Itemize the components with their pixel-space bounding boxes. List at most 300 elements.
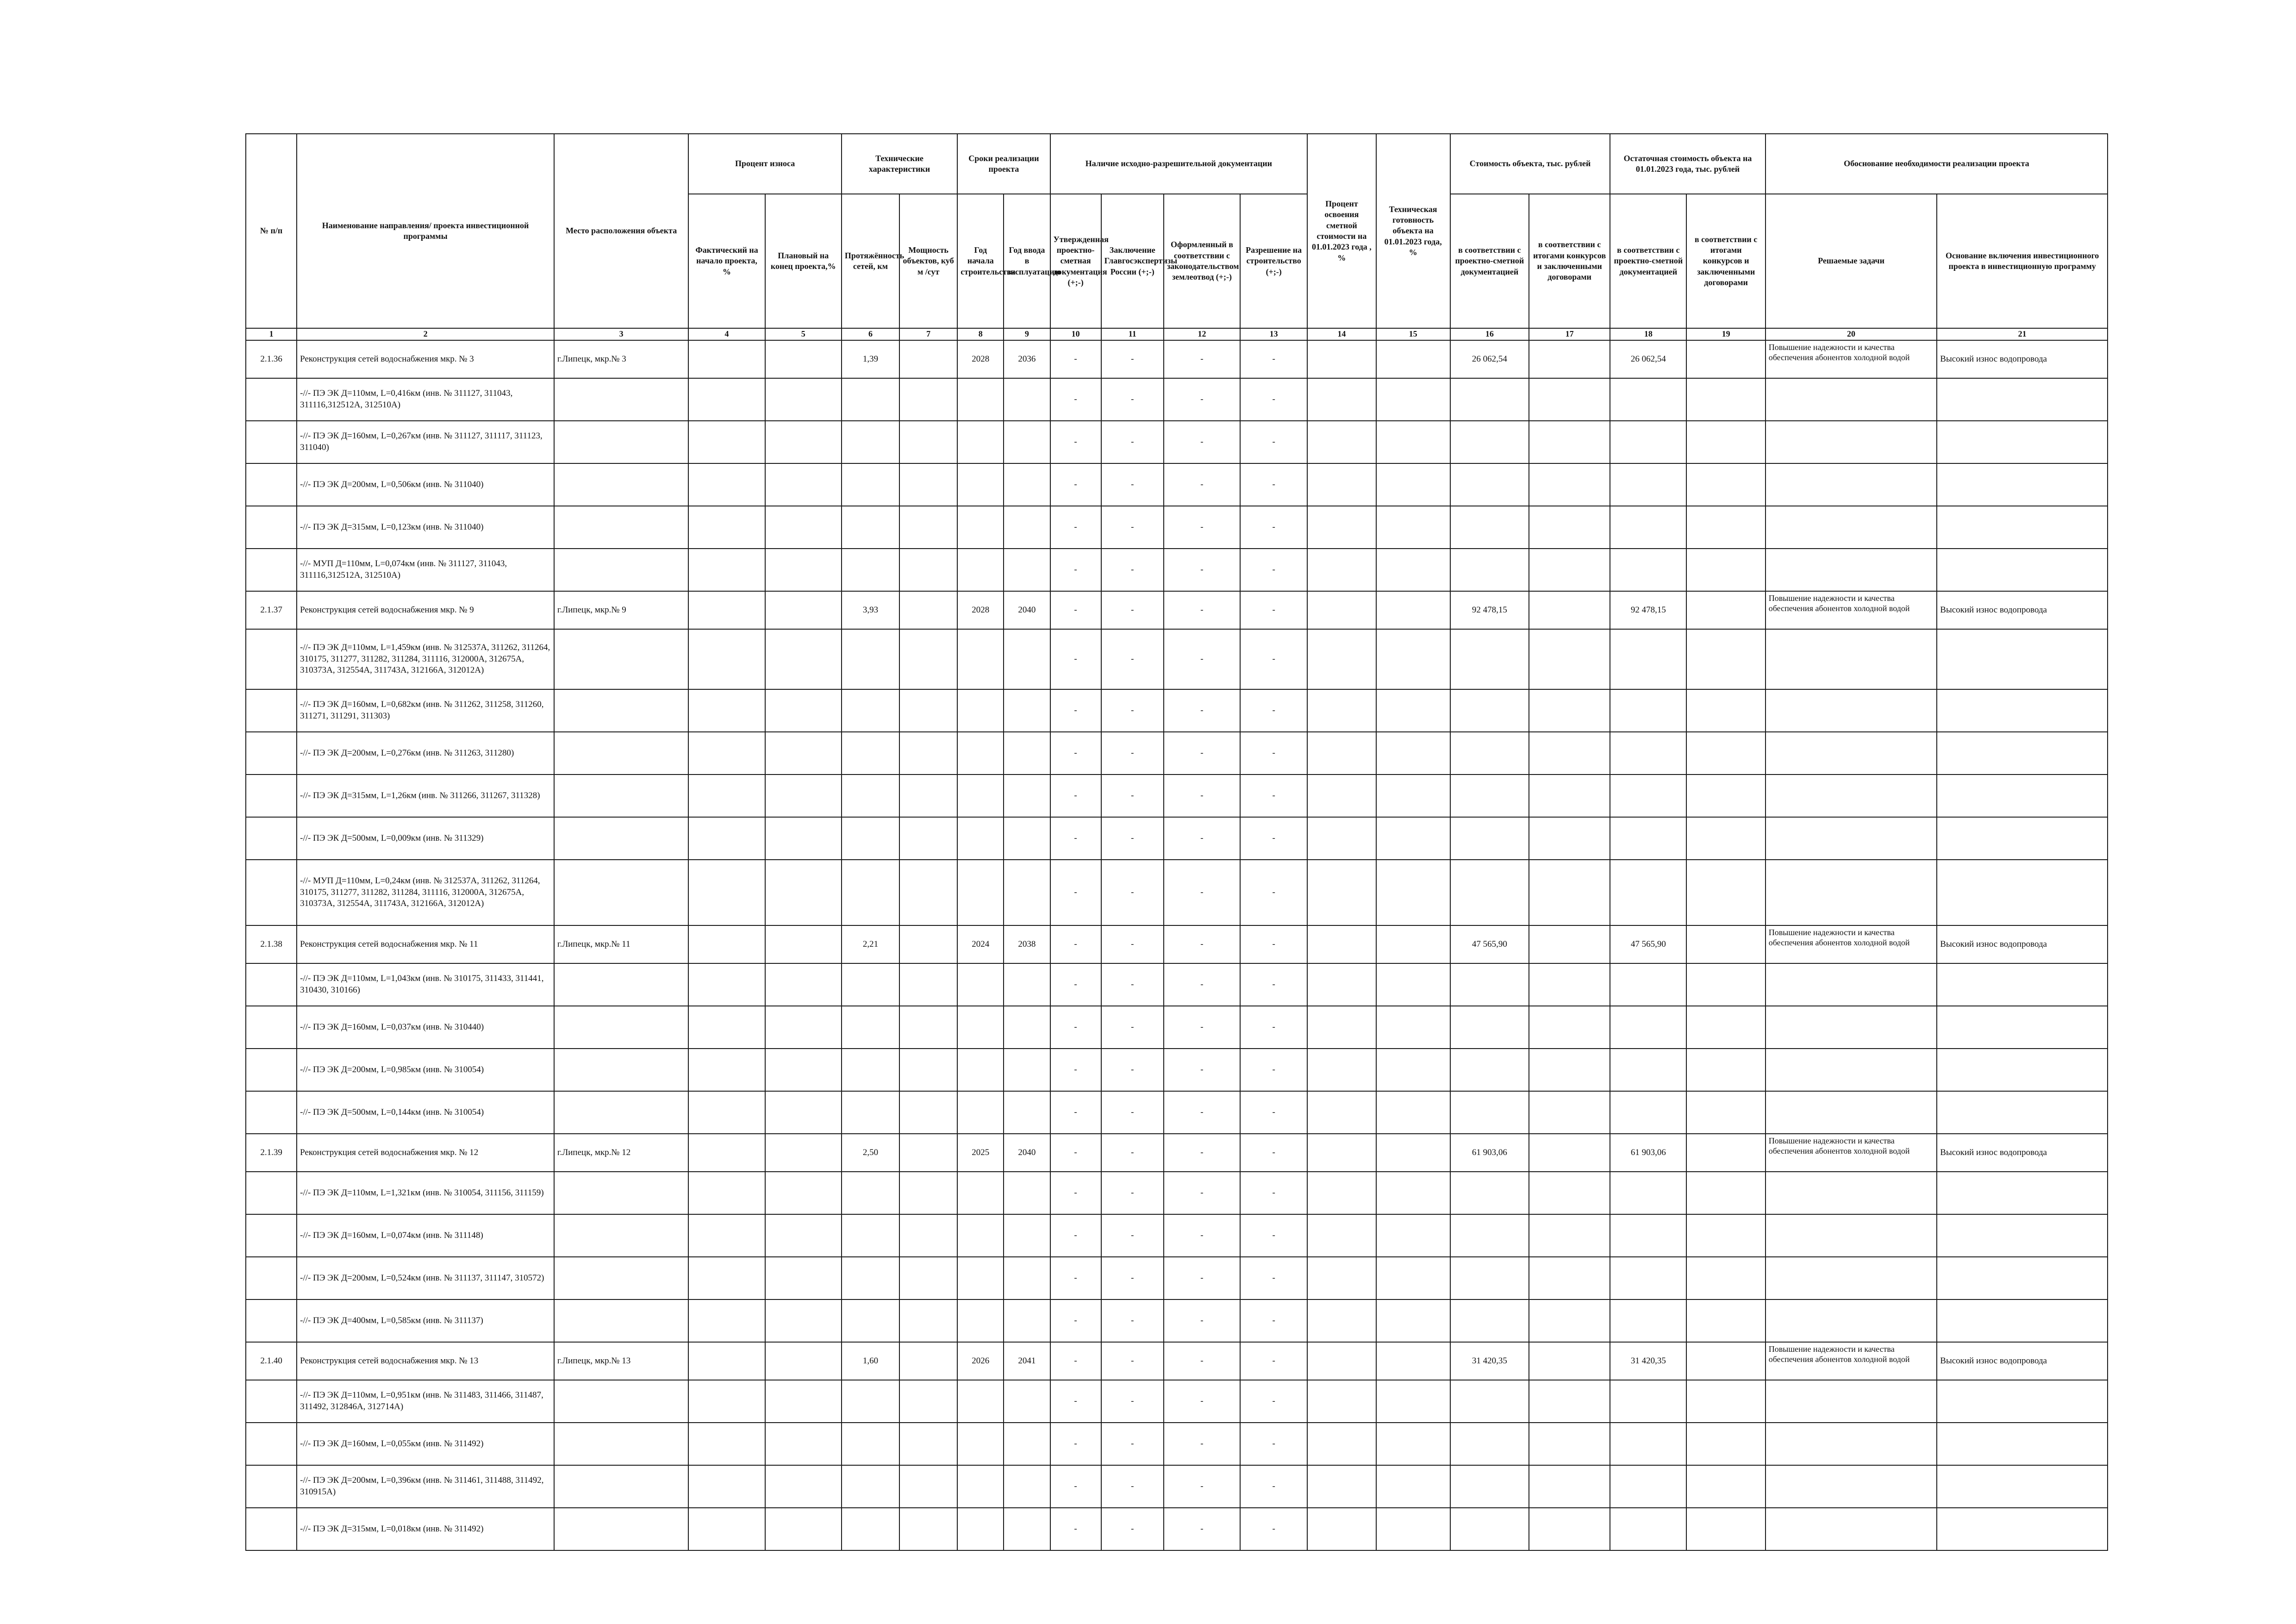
- row-basis: Высокий износ водопровода: [1937, 1134, 2108, 1172]
- row-length: [842, 1380, 899, 1423]
- row-start-year: [957, 732, 1004, 775]
- row-design-docs: -: [1050, 591, 1101, 629]
- row-number: [246, 549, 297, 591]
- row-name: Реконструкция сетей водоснабжения мкр. № 3: [297, 340, 554, 378]
- row-length: [842, 1299, 899, 1342]
- row-residual-contract: [1686, 1380, 1765, 1423]
- row-expertise: -: [1101, 1423, 1164, 1465]
- row-design-docs: -: [1050, 1508, 1101, 1550]
- row-cost-design: [1450, 1049, 1529, 1091]
- row-name: -//- ПЭ ЭК Д=110мм, L=1,459км (инв. № 312537А, 311262, 311264, 310175, 311277, 311282, 311284, 311116, 312000А, 312675А, 310373А, 312554А, 311743А, 312166А, 312012А): [297, 629, 554, 689]
- row-residual-contract: [1686, 925, 1765, 963]
- row-expertise: -: [1101, 463, 1164, 506]
- row-land: -: [1164, 1380, 1240, 1423]
- row-residual-contract: [1686, 1006, 1765, 1049]
- row-budget-share: [1307, 378, 1376, 421]
- project-item-row: [246, 421, 2108, 463]
- row-tech-readiness: [1376, 463, 1450, 506]
- row-expertise: -: [1101, 1134, 1164, 1172]
- row-number: [246, 860, 297, 925]
- row-location: [554, 549, 688, 591]
- row-tasks: [1766, 1465, 1937, 1508]
- project-item-row: [246, 1049, 2108, 1091]
- row-tech-readiness: [1376, 549, 1450, 591]
- row-length: [842, 1049, 899, 1091]
- row-end-year: [1004, 421, 1050, 463]
- row-tasks: [1766, 1172, 1937, 1214]
- row-start-year: 2024: [957, 925, 1004, 963]
- row-wear-start: [688, 1508, 765, 1550]
- row-tech-readiness: [1376, 732, 1450, 775]
- row-residual-contract: [1686, 1091, 1765, 1134]
- row-number: 2.1.38: [246, 925, 297, 963]
- row-design-docs: -: [1050, 1049, 1101, 1091]
- row-capacity: [899, 775, 957, 817]
- row-length: 3,93: [842, 591, 899, 629]
- row-start-year: [957, 1091, 1004, 1134]
- row-wear-end: [765, 925, 842, 963]
- row-expertise: -: [1101, 1214, 1164, 1257]
- project-row: [246, 925, 2108, 963]
- row-basis: [1937, 775, 2108, 817]
- row-basis: [1937, 549, 2108, 591]
- row-residual-contract: [1686, 1134, 1765, 1172]
- row-residual-contract: [1686, 506, 1765, 549]
- row-tasks: [1766, 1508, 1937, 1550]
- project-item-row: [246, 775, 2108, 817]
- row-cost-contract: [1529, 1172, 1610, 1214]
- row-expertise: -: [1101, 1380, 1164, 1423]
- row-basis: [1937, 421, 2108, 463]
- row-end-year: [1004, 1299, 1050, 1342]
- row-cost-design: [1450, 1465, 1529, 1508]
- row-residual-design: 47 565,90: [1610, 925, 1686, 963]
- row-residual-contract: [1686, 463, 1765, 506]
- row-length: [842, 732, 899, 775]
- row-length: [842, 817, 899, 860]
- row-capacity: [899, 1049, 957, 1091]
- row-cost-design: [1450, 1257, 1529, 1299]
- row-name: Реконструкция сетей водоснабжения мкр. № 13: [297, 1342, 554, 1380]
- row-start-year: 2028: [957, 591, 1004, 629]
- row-length: [842, 378, 899, 421]
- row-land: -: [1164, 860, 1240, 925]
- row-wear-start: [688, 591, 765, 629]
- row-budget-share: [1307, 1091, 1376, 1134]
- row-capacity: [899, 1508, 957, 1550]
- header-cost-contract: в соответствии с итогами конкурсов и заключенными договорами: [1529, 194, 1610, 328]
- row-tasks: [1766, 1091, 1937, 1134]
- row-permit: -: [1240, 925, 1307, 963]
- row-permit: -: [1240, 1342, 1307, 1380]
- row-name: -//- ПЭ ЭК Д=315мм, L=0,123км (инв. № 311040): [297, 506, 554, 549]
- row-wear-start: [688, 860, 765, 925]
- row-wear-start: [688, 1257, 765, 1299]
- row-number: 2.1.39: [246, 1134, 297, 1172]
- header-number: № п/п: [246, 134, 297, 328]
- header-tech-readiness: Техническая готовность объекта на 01.01.2023 года, %: [1376, 134, 1450, 328]
- row-expertise: -: [1101, 1342, 1164, 1380]
- header-wear-end: Плановый на конец проекта,%: [765, 194, 842, 328]
- column-number: 11: [1101, 328, 1164, 340]
- column-number-row: [246, 328, 2108, 340]
- row-cost-contract: [1529, 506, 1610, 549]
- row-name: -//- ПЭ ЭК Д=110мм, L=0,416км (инв. № 311127, 311043, 311116,312512А, 312510А): [297, 378, 554, 421]
- row-design-docs: -: [1050, 506, 1101, 549]
- row-number: [246, 689, 297, 732]
- row-wear-start: [688, 1091, 765, 1134]
- investment-table: [245, 133, 2108, 1551]
- row-land: -: [1164, 1508, 1240, 1550]
- row-length: 1,60: [842, 1342, 899, 1380]
- row-expertise: -: [1101, 629, 1164, 689]
- row-permit: -: [1240, 378, 1307, 421]
- row-location: [554, 378, 688, 421]
- row-name: -//- ПЭ ЭК Д=200мм, L=0,985км (инв. № 310054): [297, 1049, 554, 1091]
- row-expertise: -: [1101, 689, 1164, 732]
- row-land: -: [1164, 963, 1240, 1006]
- row-land: -: [1164, 463, 1240, 506]
- row-wear-end: [765, 1380, 842, 1423]
- row-residual-design: [1610, 817, 1686, 860]
- row-wear-start: [688, 629, 765, 689]
- row-capacity: [899, 340, 957, 378]
- column-number: 17: [1529, 328, 1610, 340]
- row-budget-share: [1307, 1342, 1376, 1380]
- row-location: [554, 506, 688, 549]
- row-location: [554, 1380, 688, 1423]
- row-cost-contract: [1529, 340, 1610, 378]
- row-end-year: [1004, 378, 1050, 421]
- row-length: [842, 775, 899, 817]
- row-tech-readiness: [1376, 1172, 1450, 1214]
- row-end-year: [1004, 963, 1050, 1006]
- header-start-year: Год начала строительства: [957, 194, 1004, 328]
- row-cost-contract: [1529, 963, 1610, 1006]
- row-wear-start: [688, 775, 765, 817]
- row-cost-design: [1450, 1214, 1529, 1257]
- row-residual-design: [1610, 1508, 1686, 1550]
- row-cost-contract: [1529, 775, 1610, 817]
- row-cost-contract: [1529, 1091, 1610, 1134]
- project-item-row: [246, 963, 2108, 1006]
- project-item-row: [246, 689, 2108, 732]
- row-wear-start: [688, 463, 765, 506]
- row-land: -: [1164, 1342, 1240, 1380]
- row-end-year: 2040: [1004, 591, 1050, 629]
- project-item-row: [246, 1091, 2108, 1134]
- row-length: [842, 1465, 899, 1508]
- column-number: 10: [1050, 328, 1101, 340]
- row-cost-design: [1450, 1380, 1529, 1423]
- row-cost-design: 47 565,90: [1450, 925, 1529, 963]
- header-residual-contract: в соответствии с итогами конкурсов и заключенными договорами: [1686, 194, 1765, 328]
- row-permit: -: [1240, 1465, 1307, 1508]
- row-tech-readiness: [1376, 689, 1450, 732]
- project-item-row: [246, 1214, 2108, 1257]
- project-item-row: [246, 1257, 2108, 1299]
- row-wear-start: [688, 925, 765, 963]
- row-cost-contract: [1529, 925, 1610, 963]
- row-cost-design: [1450, 549, 1529, 591]
- row-wear-start: [688, 340, 765, 378]
- row-wear-end: [765, 506, 842, 549]
- row-basis: [1937, 689, 2108, 732]
- header-project-name: Наименование направления/ проекта инвестиционной программы: [297, 134, 554, 328]
- row-tasks: Повышение надежности и качества обеспечения абонентов холодной водой: [1766, 1134, 1937, 1172]
- row-tech-readiness: [1376, 1214, 1450, 1257]
- header-budget-share: Процент освоения сметной стоимости на 01.01.2023 года , %: [1307, 134, 1376, 328]
- row-cost-contract: [1529, 1214, 1610, 1257]
- row-name: -//- ПЭ ЭК Д=400мм, L=0,585км (инв. № 311137): [297, 1299, 554, 1342]
- row-start-year: [957, 963, 1004, 1006]
- row-cost-design: [1450, 775, 1529, 817]
- row-residual-contract: [1686, 421, 1765, 463]
- row-number: [246, 732, 297, 775]
- row-design-docs: -: [1050, 1465, 1101, 1508]
- row-wear-end: [765, 1172, 842, 1214]
- row-start-year: [957, 775, 1004, 817]
- row-basis: [1937, 1508, 2108, 1550]
- row-name: -//- ПЭ ЭК Д=110мм, L=1,043км (инв. № 310175, 311433, 311441, 310430, 310166): [297, 963, 554, 1006]
- row-basis: [1937, 506, 2108, 549]
- row-location: г.Липецк, мкр.№ 13: [554, 1342, 688, 1380]
- row-tech-readiness: [1376, 1508, 1450, 1550]
- row-residual-contract: [1686, 963, 1765, 1006]
- row-wear-end: [765, 463, 842, 506]
- row-basis: [1937, 629, 2108, 689]
- column-number: 21: [1937, 328, 2108, 340]
- row-wear-end: [765, 340, 842, 378]
- header-residual-design: в соответствии с проектно-сметной документацией: [1610, 194, 1686, 328]
- row-end-year: [1004, 1214, 1050, 1257]
- row-expertise: -: [1101, 963, 1164, 1006]
- row-length: [842, 421, 899, 463]
- row-cost-design: [1450, 463, 1529, 506]
- header-group-tech: Технические характеристики: [842, 134, 957, 194]
- row-permit: -: [1240, 1091, 1307, 1134]
- row-capacity: [899, 506, 957, 549]
- row-basis: [1937, 1465, 2108, 1508]
- row-start-year: [957, 549, 1004, 591]
- row-permit: -: [1240, 1423, 1307, 1465]
- row-cost-contract: [1529, 421, 1610, 463]
- row-cost-design: [1450, 378, 1529, 421]
- project-item-row: [246, 378, 2108, 421]
- row-start-year: [957, 1299, 1004, 1342]
- project-item-row: [246, 1299, 2108, 1342]
- row-location: [554, 1049, 688, 1091]
- row-end-year: [1004, 629, 1050, 689]
- row-residual-design: [1610, 629, 1686, 689]
- row-cost-design: 26 062,54: [1450, 340, 1529, 378]
- project-item-row: [246, 549, 2108, 591]
- row-tech-readiness: [1376, 1380, 1450, 1423]
- row-permit: -: [1240, 860, 1307, 925]
- row-end-year: [1004, 1257, 1050, 1299]
- header-group-wear: Процент износа: [688, 134, 841, 194]
- row-tech-readiness: [1376, 1423, 1450, 1465]
- row-length: [842, 860, 899, 925]
- row-wear-end: [765, 689, 842, 732]
- row-land: -: [1164, 549, 1240, 591]
- row-number: [246, 1049, 297, 1091]
- row-cost-contract: [1529, 378, 1610, 421]
- row-length: [842, 689, 899, 732]
- row-number: [246, 1465, 297, 1508]
- row-tech-readiness: [1376, 1134, 1450, 1172]
- row-cost-design: [1450, 817, 1529, 860]
- row-residual-contract: [1686, 775, 1765, 817]
- row-residual-contract: [1686, 817, 1765, 860]
- row-expertise: -: [1101, 925, 1164, 963]
- row-number: [246, 629, 297, 689]
- row-tasks: [1766, 1380, 1937, 1423]
- row-wear-end: [765, 1214, 842, 1257]
- row-design-docs: -: [1050, 340, 1101, 378]
- row-expertise: -: [1101, 549, 1164, 591]
- row-number: [246, 1006, 297, 1049]
- row-start-year: [957, 1006, 1004, 1049]
- row-end-year: [1004, 775, 1050, 817]
- row-wear-end: [765, 1134, 842, 1172]
- row-wear-end: [765, 378, 842, 421]
- project-item-row: [246, 1172, 2108, 1214]
- row-land: -: [1164, 1465, 1240, 1508]
- row-location: [554, 1465, 688, 1508]
- row-basis: [1937, 1006, 2108, 1049]
- row-residual-contract: [1686, 1299, 1765, 1342]
- row-wear-end: [765, 1465, 842, 1508]
- row-permit: -: [1240, 1172, 1307, 1214]
- row-cost-design: [1450, 1006, 1529, 1049]
- row-capacity: [899, 421, 957, 463]
- row-tasks: [1766, 1257, 1937, 1299]
- project-item-row: [246, 463, 2108, 506]
- row-basis: [1937, 860, 2108, 925]
- row-name: -//- ПЭ ЭК Д=500мм, L=0,144км (инв. № 310054): [297, 1091, 554, 1134]
- row-cost-contract: [1529, 817, 1610, 860]
- row-name: -//- ПЭ ЭК Д=160мм, L=0,267км (инв. № 311127, 311117, 311123, 311040): [297, 421, 554, 463]
- row-capacity: [899, 1342, 957, 1380]
- row-location: [554, 463, 688, 506]
- row-land: -: [1164, 1214, 1240, 1257]
- row-residual-contract: [1686, 1342, 1765, 1380]
- row-location: [554, 817, 688, 860]
- row-start-year: [957, 629, 1004, 689]
- row-cost-contract: [1529, 860, 1610, 925]
- row-permit: -: [1240, 1006, 1307, 1049]
- row-end-year: 2041: [1004, 1342, 1050, 1380]
- row-tech-readiness: [1376, 925, 1450, 963]
- row-number: [246, 463, 297, 506]
- row-design-docs: -: [1050, 1423, 1101, 1465]
- column-number: 13: [1240, 328, 1307, 340]
- row-name: -//- ПЭ ЭК Д=200мм, L=0,524км (инв. № 311137, 311147, 310572): [297, 1257, 554, 1299]
- table-header: [246, 134, 2108, 340]
- row-basis: [1937, 1423, 2108, 1465]
- row-capacity: [899, 591, 957, 629]
- row-land: -: [1164, 1091, 1240, 1134]
- row-budget-share: [1307, 463, 1376, 506]
- header-wear-start: Фактический на начало проекта, %: [688, 194, 765, 328]
- row-name: -//- ПЭ ЭК Д=160мм, L=0,055км (инв. № 311492): [297, 1423, 554, 1465]
- header-location: Место расположения объекта: [554, 134, 688, 328]
- row-name: Реконструкция сетей водоснабжения мкр. № 9: [297, 591, 554, 629]
- row-wear-end: [765, 629, 842, 689]
- row-tech-readiness: [1376, 817, 1450, 860]
- row-capacity: [899, 689, 957, 732]
- row-basis: [1937, 963, 2108, 1006]
- row-land: -: [1164, 1049, 1240, 1091]
- column-number: 12: [1164, 328, 1240, 340]
- row-number: [246, 1257, 297, 1299]
- row-wear-end: [765, 817, 842, 860]
- row-land: -: [1164, 925, 1240, 963]
- row-number: [246, 775, 297, 817]
- row-permit: -: [1240, 1257, 1307, 1299]
- column-number: 9: [1004, 328, 1050, 340]
- column-number: 7: [899, 328, 957, 340]
- header-group-reason: Обоснование необходимости реализации проекта: [1766, 134, 2108, 194]
- row-residual-contract: [1686, 1049, 1765, 1091]
- row-design-docs: -: [1050, 775, 1101, 817]
- row-cost-contract: [1529, 629, 1610, 689]
- row-end-year: [1004, 463, 1050, 506]
- row-capacity: [899, 1423, 957, 1465]
- row-length: [842, 629, 899, 689]
- row-wear-start: [688, 1342, 765, 1380]
- row-cost-design: 92 478,15: [1450, 591, 1529, 629]
- row-permit: -: [1240, 506, 1307, 549]
- row-land: -: [1164, 689, 1240, 732]
- row-location: [554, 1299, 688, 1342]
- row-budget-share: [1307, 1006, 1376, 1049]
- row-land: -: [1164, 340, 1240, 378]
- row-location: г.Липецк, мкр.№ 11: [554, 925, 688, 963]
- row-number: [246, 1172, 297, 1214]
- row-wear-end: [765, 860, 842, 925]
- row-number: [246, 1214, 297, 1257]
- row-wear-start: [688, 1049, 765, 1091]
- row-cost-contract: [1529, 591, 1610, 629]
- row-permit: -: [1240, 421, 1307, 463]
- row-capacity: [899, 1380, 957, 1423]
- row-location: [554, 689, 688, 732]
- row-start-year: [957, 463, 1004, 506]
- row-start-year: [957, 421, 1004, 463]
- project-item-row: [246, 860, 2108, 925]
- row-design-docs: -: [1050, 1091, 1101, 1134]
- row-tech-readiness: [1376, 506, 1450, 549]
- row-wear-end: [765, 1508, 842, 1550]
- row-name: -//- ПЭ ЭК Д=160мм, L=0,682км (инв. № 311262, 311258, 311260, 311271, 311291, 311303): [297, 689, 554, 732]
- row-tech-readiness: [1376, 1257, 1450, 1299]
- row-capacity: [899, 817, 957, 860]
- row-wear-end: [765, 732, 842, 775]
- row-tech-readiness: [1376, 1465, 1450, 1508]
- header-group-residual: Остаточная стоимость объекта на 01.01.2023 года, тыс. рублей: [1610, 134, 1765, 194]
- row-tech-readiness: [1376, 1049, 1450, 1091]
- row-residual-contract: [1686, 1257, 1765, 1299]
- row-land: -: [1164, 378, 1240, 421]
- row-number: 2.1.40: [246, 1342, 297, 1380]
- row-start-year: 2026: [957, 1342, 1004, 1380]
- row-land: -: [1164, 591, 1240, 629]
- row-tasks: [1766, 629, 1937, 689]
- header-cost-design: в соответствии с проектно-сметной документацией: [1450, 194, 1529, 328]
- row-residual-design: [1610, 732, 1686, 775]
